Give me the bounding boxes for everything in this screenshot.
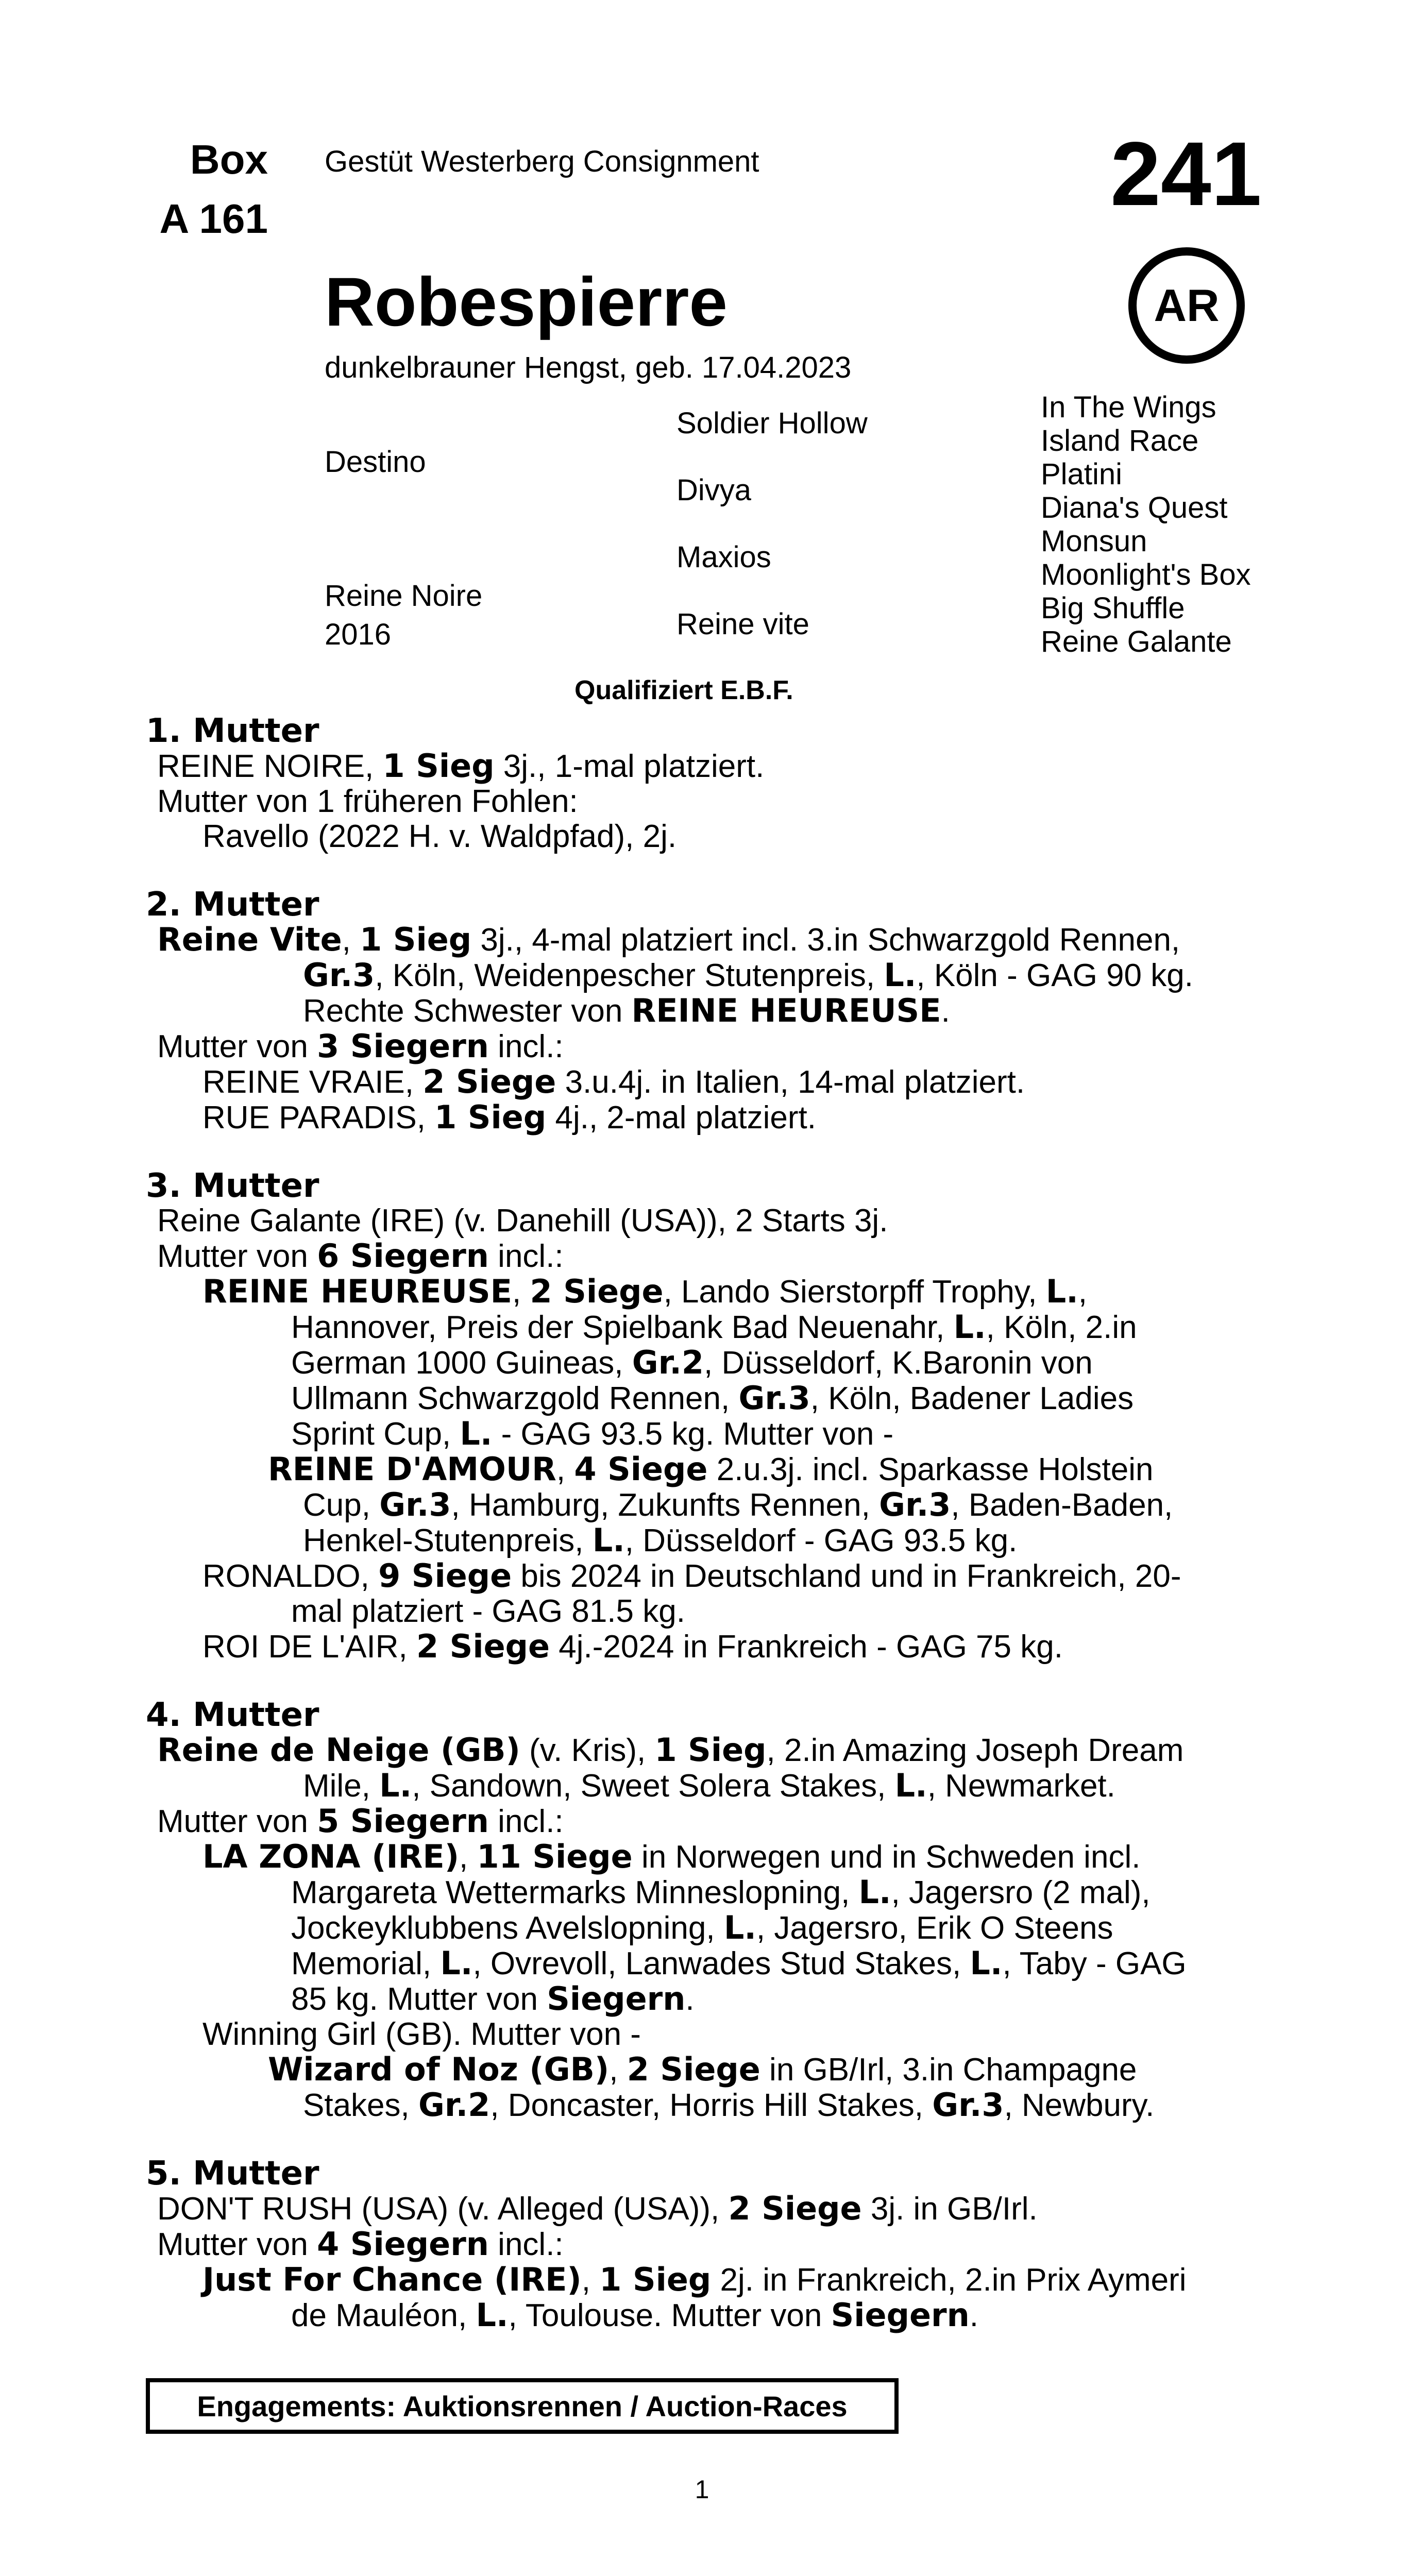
bold-text: L. [858, 1873, 891, 1911]
pedigree-ancestor: Big Shuffle [1041, 591, 1185, 625]
record-line [157, 749, 1404, 784]
text: 4j., 2-mal platziert. [546, 1100, 816, 1136]
dam-section [0, 1698, 1404, 2123]
pedigree-dam-sire: Maxios [676, 540, 771, 574]
text: in Norwegen und in Schweden incl. [632, 1839, 1141, 1875]
record-line [303, 993, 1404, 1029]
text: German 1000 Guineas, [291, 1345, 632, 1381]
bold-text: L. [970, 1944, 1003, 1982]
record-line [202, 1629, 1404, 1665]
bold-text: L. [953, 1308, 986, 1346]
bold-text: Gr.3 [879, 1486, 951, 1523]
box-label: Box [190, 137, 268, 182]
text: incl.: [488, 1239, 564, 1274]
auction-race-badge [1128, 247, 1245, 364]
text: Winning Girl (GB). Mutter von - [202, 2016, 641, 2052]
record-line [291, 1981, 1404, 2017]
bold-text: Gr.3 [738, 1379, 810, 1417]
text: bis 2024 in Deutschland und in Frankreich, 20- [512, 1558, 1181, 1594]
text: , Köln, Weidenpescher Stutenpreis, [375, 958, 884, 993]
text: , Düsseldorf, K.Baronin von [704, 1345, 1093, 1381]
pedigree-ancestor: In The Wings [1041, 391, 1216, 424]
text: 3.u.4j. in Italien, 14-mal platziert. [556, 1064, 1025, 1100]
text: DON'T RUSH (USA) (v. Alleged (USA)), [157, 2191, 729, 2227]
bold-text: Gr.3 [303, 956, 375, 994]
text: 3j., 1-mal platziert. [494, 749, 765, 784]
pedigree-ancestor: Platini [1041, 457, 1122, 491]
text: , Newmarket. [927, 1768, 1115, 1804]
bold-text: Siegern [547, 1980, 686, 2018]
text: , Jagersro (2 mal), [891, 1875, 1151, 1910]
bold-text: 4 Siegern [317, 2225, 489, 2263]
text: mal platziert - GAG 81.5 kg. [291, 1594, 685, 1629]
text: Margareta Wettermarks Minneslopning, [291, 1875, 859, 1910]
bold-text: Wizard of Noz (GB) [268, 2050, 610, 2088]
bold-text: L. [1045, 1273, 1078, 1310]
text: Sprint Cup, [291, 1416, 460, 1452]
bold-text: L. [476, 2296, 509, 2334]
bold-text: 1 Sieg [654, 1731, 767, 1769]
bold-text: 2 Siege [728, 2190, 862, 2227]
text: , [1078, 1274, 1088, 1310]
record-line [291, 1946, 1404, 1981]
record-line [202, 819, 1404, 854]
text: Mutter von [157, 1029, 317, 1064]
horse-description: dunkelbrauner Hengst, geb. 17.04.2023 [325, 351, 852, 384]
bold-text: 1 Sieg [599, 2261, 712, 2298]
pedigree-ancestor: Monsun [1041, 524, 1147, 558]
pedigree-ancestor: Diana's Quest [1041, 491, 1228, 524]
text: Cup, [303, 1487, 380, 1523]
dam-section [0, 714, 1404, 854]
record-line [157, 1029, 1404, 1064]
text: , [342, 922, 360, 958]
text: de Mauléon, [291, 2298, 476, 2333]
record-line [202, 1274, 1404, 1310]
record-line [157, 1239, 1404, 1274]
record-line [157, 1804, 1404, 1839]
text: , Düsseldorf - GAG 93.5 kg. [624, 1523, 1018, 1558]
text: , [609, 2052, 627, 2088]
bold-text: Gr.3 [379, 1486, 451, 1523]
badge-label: AR [1154, 280, 1220, 331]
pedigree-dam: Reine Noire [325, 579, 483, 613]
text: 4j.-2024 in Frankreich - GAG 75 kg. [550, 1629, 1063, 1665]
bold-text: Siegern [831, 2296, 970, 2334]
text: in GB/Irl, 3.in Champagne [760, 2052, 1137, 2088]
pedigree-dam-dam: Reine vite [676, 607, 809, 641]
bold-text: 2 Siege [627, 2050, 760, 2088]
text: , Hamburg, Zukunfts Rennen, [451, 1487, 879, 1523]
text: 3j. in GB/Irl. [861, 2191, 1038, 2227]
text: REINE VRAIE, [202, 1064, 423, 1100]
record-line [291, 1594, 1404, 1629]
bold-text: 2 Siege [422, 1063, 556, 1100]
text: , Köln - GAG 90 kg. [916, 958, 1193, 993]
bold-text: 1 Sieg [382, 747, 495, 785]
text: , Ovrevoll, Lanwades Stud Stakes, [472, 1946, 970, 1981]
text: , Doncaster, Horris Hill Stakes, [490, 2088, 933, 2123]
text: Hannover, Preis der Spielbank Bad Neuenahr, [291, 1310, 954, 1345]
record-line [157, 922, 1404, 958]
text: Mutter von 1 früheren Fohlen: [157, 784, 578, 819]
pedigree-sire-sire: Soldier Hollow [676, 406, 868, 440]
dam-section [0, 887, 1404, 1136]
bold-text: LA ZONA (IRE) [202, 1838, 460, 1875]
record-line [303, 1523, 1404, 1558]
text: , Taby - GAG [1002, 1946, 1187, 1981]
bold-text: Gr.3 [932, 2086, 1004, 2124]
text: Mutter von [157, 2227, 317, 2262]
pedigree-ancestor: Moonlight's Box [1041, 558, 1251, 591]
bold-text: L. [894, 1767, 927, 1804]
bold-text: 2 Siege [416, 1628, 550, 1665]
bold-text: L. [440, 1944, 473, 1982]
dam-section [0, 2156, 1404, 2333]
text: - GAG 93.5 kg. Mutter von - [492, 1416, 894, 1452]
bold-text: Gr.2 [418, 2086, 490, 2124]
bold-text: REINE HEUREUSE [202, 1273, 513, 1310]
horse-name: Robespierre [325, 264, 728, 341]
text: . [969, 2298, 978, 2333]
text: , Köln, 2.in [986, 1310, 1137, 1345]
record-line [202, 2262, 1404, 2298]
text: , [512, 1274, 530, 1310]
section-heading: 1. Mutter [146, 712, 319, 750]
consignor: Gestüt Westerberg Consignment [325, 145, 759, 178]
text: , [459, 1839, 477, 1875]
record-line [202, 1064, 1404, 1100]
family-record [0, 714, 1404, 2366]
section-heading: 5. Mutter [146, 2155, 319, 2193]
bold-text: Reine Vite [157, 921, 342, 958]
text: REINE NOIRE, [157, 749, 383, 784]
text: , [581, 2262, 600, 2298]
pedigree-ancestor: Reine Galante [1041, 625, 1232, 658]
record-line [303, 2088, 1404, 2123]
text: Stakes, [303, 2088, 418, 2123]
bold-text: 2 Siege [530, 1273, 664, 1310]
text: incl.: [488, 1804, 564, 1839]
text: Mutter von [157, 1239, 317, 1274]
bold-text: L. [460, 1415, 493, 1452]
record-line [202, 2017, 1404, 2052]
text: Ravello (2022 H. v. Waldpfad), 2j. [202, 819, 677, 854]
record-line [157, 1204, 1404, 1239]
record-line [202, 1839, 1404, 1875]
section-heading: 4. Mutter [146, 1696, 319, 1734]
text: Jockeyklubbens Avelslopning, [291, 1910, 724, 1946]
text: , Jagersro, Erik O Steens [756, 1910, 1113, 1946]
bold-text: L. [723, 1909, 756, 1946]
record-line [291, 1310, 1404, 1345]
qualification: Qualifiziert E.B.F. [574, 675, 793, 705]
text: . [685, 1981, 695, 2017]
pedigree-sire: Destino [325, 445, 426, 479]
pedigree-ancestor: Island Race [1041, 424, 1199, 457]
record-line [303, 958, 1404, 993]
text: 3j., 4-mal platziert incl. 3.in Schwarzgold Rennen, [471, 922, 1180, 958]
bold-text: L. [592, 1521, 625, 1559]
record-line [291, 1381, 1404, 1416]
record-line [202, 1100, 1404, 1136]
text: . [941, 993, 950, 1029]
text: , [556, 1452, 574, 1487]
bold-text: 3 Siegern [317, 1027, 489, 1065]
text: , Toulouse. Mutter von [508, 2298, 831, 2333]
bold-text: 1 Sieg [360, 921, 472, 958]
bold-text: 4 Siege [574, 1450, 708, 1488]
text: , Lando Sierstorpff Trophy, [663, 1274, 1046, 1310]
record-line [268, 2052, 1404, 2088]
record-line [157, 2227, 1404, 2262]
text: , Newbury. [1004, 2088, 1155, 2123]
text: Rechte Schwester von [303, 993, 632, 1029]
bold-text: REINE D'AMOUR [268, 1450, 556, 1488]
record-line [291, 1345, 1404, 1381]
record-line [268, 1452, 1404, 1487]
record-line [303, 1768, 1404, 1804]
pedigree-sire-dam: Divya [676, 473, 752, 507]
text: Mile, [303, 1768, 380, 1804]
text: 2.u.3j. incl. Sparkasse Holstein [707, 1452, 1154, 1487]
record-line [291, 1416, 1404, 1452]
section-heading: 3. Mutter [146, 1167, 319, 1205]
bold-text: Just For Chance (IRE) [202, 2261, 582, 2298]
engagements-label: Engagements: Auktionsrennen / Auction-Races [197, 2389, 848, 2422]
text: incl.: [488, 1029, 564, 1064]
page-number: 1 [695, 2475, 709, 2504]
text: (v. Kris), [520, 1733, 655, 1768]
pedigree-third-generation [1041, 391, 1251, 658]
text: incl.: [488, 2227, 564, 2262]
record-line [157, 1733, 1404, 1768]
text: 2j. in Frankreich, 2.in Prix Aymeri [711, 2262, 1187, 2298]
record-line [291, 2298, 1404, 2333]
text: , 2.in Amazing Joseph Dream [766, 1733, 1184, 1768]
text: RONALDO, [202, 1558, 379, 1594]
bold-text: 1 Sieg [434, 1098, 547, 1136]
bold-text: 11 Siege [477, 1838, 633, 1875]
bold-text: Gr.2 [632, 1344, 704, 1381]
bold-text: 5 Siegern [317, 1802, 489, 1840]
text: , Baden-Baden, [951, 1487, 1173, 1523]
text: ROI DE L'AIR, [202, 1629, 416, 1665]
text: 85 kg. Mutter von [291, 1981, 547, 2017]
bold-text: 9 Siege [378, 1557, 512, 1595]
engagements-box [146, 2378, 899, 2434]
record-line [291, 1910, 1404, 1946]
text: Memorial, [291, 1946, 441, 1981]
text: Ullmann Schwarzgold Rennen, [291, 1381, 739, 1416]
text: Reine Galante (IRE) (v. Danehill (USA)), 2 Starts 3j. [157, 1203, 888, 1239]
record-line [157, 784, 1404, 819]
pedigree-dam-year: 2016 [325, 618, 392, 651]
text: Henkel-Stutenpreis, [303, 1523, 593, 1558]
text: , Sandown, Sweet Solera Stakes, [412, 1768, 895, 1804]
lot-number: 241 [1110, 124, 1262, 225]
text: RUE PARADIS, [202, 1100, 435, 1136]
record-line [291, 1875, 1404, 1910]
bold-text: REINE HEUREUSE [631, 992, 941, 1029]
section-heading: 2. Mutter [146, 886, 319, 924]
bold-text: L. [884, 956, 917, 994]
text: Mutter von [157, 1804, 317, 1839]
bold-text: 6 Siegern [317, 1237, 489, 1275]
text: , Köln, Badener Ladies [810, 1381, 1134, 1416]
record-line [303, 1487, 1404, 1523]
dam-section [0, 1168, 1404, 1665]
box-number: A 161 [159, 196, 268, 242]
bold-text: L. [379, 1767, 412, 1804]
record-line [157, 2191, 1404, 2227]
bold-text: Reine de Neige (GB) [157, 1731, 520, 1769]
record-line [202, 1558, 1404, 1594]
